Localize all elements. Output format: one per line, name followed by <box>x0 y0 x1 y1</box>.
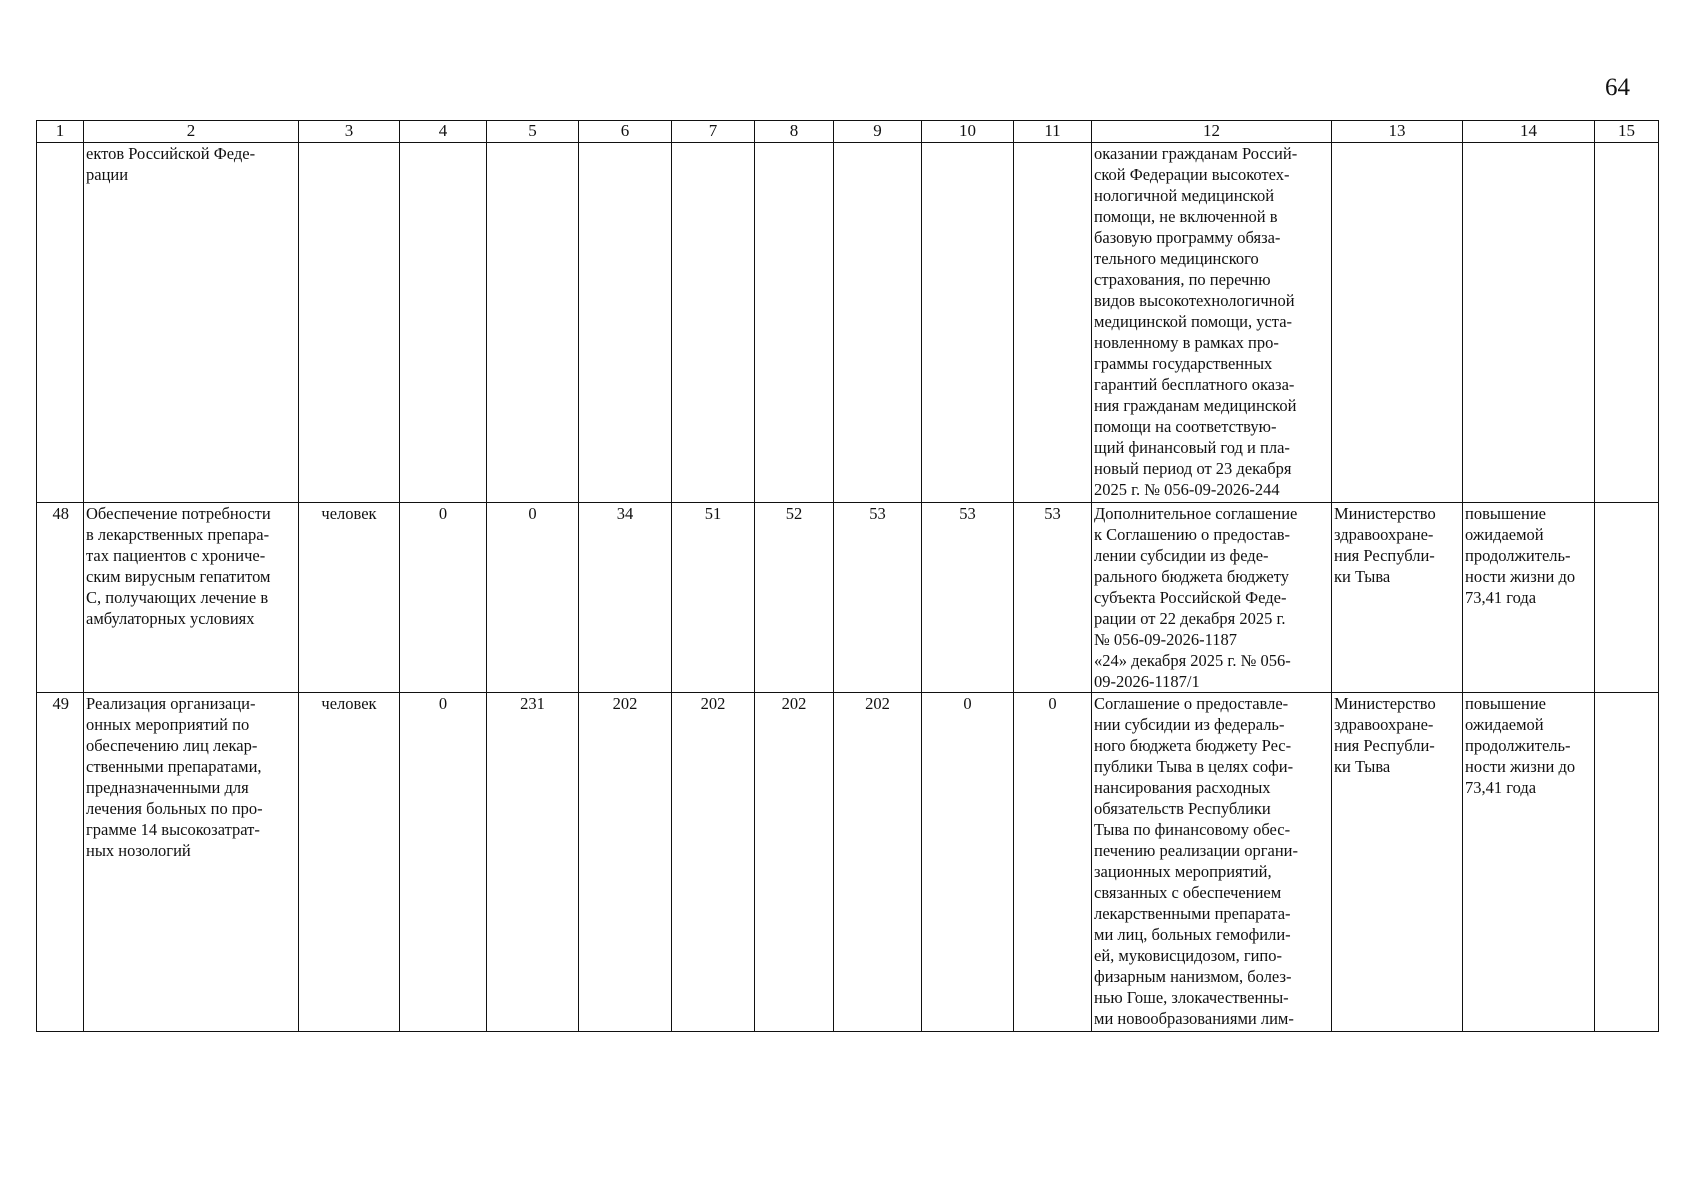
value-cell: 0 <box>400 503 487 693</box>
value-cell <box>834 143 922 503</box>
value-cell <box>672 143 755 503</box>
value-cell: 53 <box>834 503 922 693</box>
value-cell <box>1014 143 1092 503</box>
indicator-name: ектов Российской Феде- рации <box>84 143 299 503</box>
value-cell <box>922 143 1014 503</box>
value-cell: 202 <box>755 693 834 1032</box>
row-number: 48 <box>37 503 84 693</box>
unit-cell: человек <box>299 503 400 693</box>
column-number-row <box>37 121 1659 143</box>
indicator-name: Реализация организаци- онных мероприятий по обеспечению лиц лекар- ственными препаратами, предназначенными для лечения больных по про- грамме 14 высокозатрат- ных нозологий <box>84 693 299 1032</box>
result-cell: повышение ожидаемой продолжитель- ности жизни до 73,41 года <box>1463 503 1595 693</box>
value-cell <box>755 143 834 503</box>
column-15-cell <box>1595 143 1659 503</box>
value-cell: 202 <box>579 693 672 1032</box>
program-table <box>36 120 1659 1032</box>
value-cell: 52 <box>755 503 834 693</box>
document-cell: оказании гражданам Россий- ской Федерации высокотех- нологичной медицинской помощи, не включенной в базовую программу обяза- тельного медицинского страхования, по перечню видов высокотехнологичной медицинской помощи, уста- новленному в рамках про- граммы государственных гарантий бесплатного оказа- ния гражданам медицинской помощи на соответствую- щий финансовый год и пла- новый период от 23 декабря 2025 г. № 056-09-2026-244 <box>1092 143 1332 503</box>
column-header: 1 <box>37 121 84 143</box>
value-cell: 53 <box>1014 503 1092 693</box>
value-cell: 51 <box>672 503 755 693</box>
value-cell <box>579 143 672 503</box>
page-number: 64 <box>1605 74 1630 101</box>
responsible-cell <box>1332 143 1463 503</box>
column-header: 15 <box>1595 121 1659 143</box>
table-row <box>37 143 1659 503</box>
value-cell: 202 <box>834 693 922 1032</box>
document-cell: Соглашение о предоставле- нии субсидии из федераль- ного бюджета бюджету Рес- публики Тыва в целях софи- нансирования расходных обязательств Республики Тыва по финансовому обес- печению реализации органи- зационных мероприятий, связанных с обеспечением лекарственными препарата- ми лиц, больных гемофили- ей, муковисцидозом, гипо- физарным нанизмом, болез- нью Гоше, злокачественны- ми новообразованиями лим- <box>1092 693 1332 1032</box>
document-cell: Дополнительное соглашение к Соглашению о предостав- лении субсидии из феде- рального бюджета бюджету субъекта Российской Феде- рации от 22 декабря 2025 г. № 056-09-2026-1187 «24» декабря 2025 г. № 056- 09-2026-1187/1 <box>1092 503 1332 693</box>
value-cell <box>487 143 579 503</box>
column-header: 14 <box>1463 121 1595 143</box>
value-cell <box>400 143 487 503</box>
table-row <box>37 693 1659 1032</box>
value-cell: 0 <box>400 693 487 1032</box>
column-header: 3 <box>299 121 400 143</box>
column-header: 13 <box>1332 121 1463 143</box>
responsible-cell: Министерство здравоохране- ния Республи- ки Тыва <box>1332 693 1463 1032</box>
column-15-cell <box>1595 693 1659 1032</box>
column-15-cell <box>1595 503 1659 693</box>
value-cell: 34 <box>579 503 672 693</box>
column-header: 9 <box>834 121 922 143</box>
column-header: 10 <box>922 121 1014 143</box>
column-header: 6 <box>579 121 672 143</box>
value-cell: 0 <box>487 503 579 693</box>
row-number: 49 <box>37 693 84 1032</box>
column-header: 5 <box>487 121 579 143</box>
table-row <box>37 503 1659 693</box>
column-header: 8 <box>755 121 834 143</box>
responsible-cell: Министерство здравоохране- ния Республи- ки Тыва <box>1332 503 1463 693</box>
column-header: 7 <box>672 121 755 143</box>
column-header: 2 <box>84 121 299 143</box>
column-header: 11 <box>1014 121 1092 143</box>
value-cell: 0 <box>1014 693 1092 1032</box>
value-cell: 231 <box>487 693 579 1032</box>
indicator-name: Обеспечение потребности в лекарственных препара- тах пациентов с хрониче- ским вирусным гепатитом C, получающих лечение в амбулаторных условиях <box>84 503 299 693</box>
column-header: 4 <box>400 121 487 143</box>
value-cell: 53 <box>922 503 1014 693</box>
result-cell <box>1463 143 1595 503</box>
unit-cell <box>299 143 400 503</box>
row-number <box>37 143 84 503</box>
unit-cell: человек <box>299 693 400 1032</box>
value-cell: 0 <box>922 693 1014 1032</box>
value-cell: 202 <box>672 693 755 1032</box>
column-header: 12 <box>1092 121 1332 143</box>
result-cell: повышение ожидаемой продолжитель- ности жизни до 73,41 года <box>1463 693 1595 1032</box>
